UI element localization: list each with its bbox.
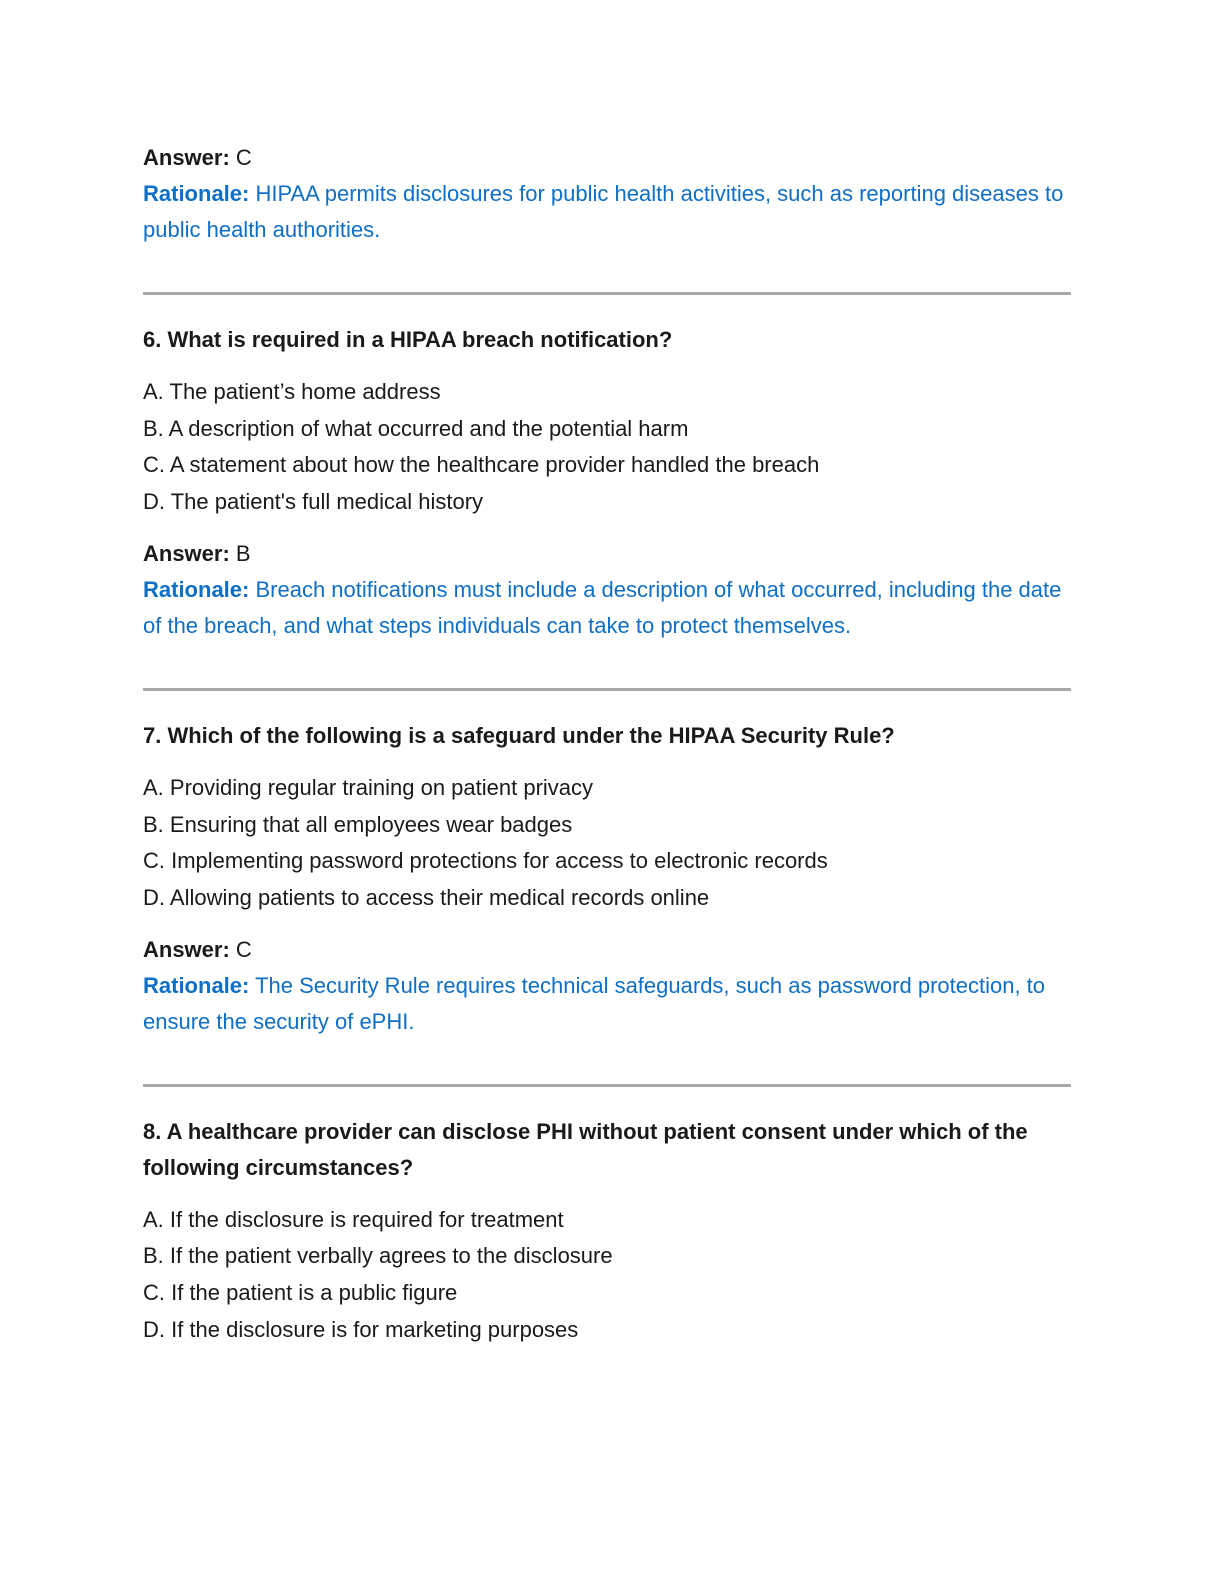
question-title: 7. Which of the following is a safeguard under the HIPAA Security Rule? xyxy=(143,722,895,748)
option-a: A. The patient’s home address xyxy=(143,379,441,404)
rationale-label: Rationale: xyxy=(143,181,250,206)
question-title: 8. A healthcare provider can disclose PHI without patient consent under which of the following circumstances? xyxy=(143,1118,1028,1180)
rationale-paragraph xyxy=(143,968,1073,1040)
answer-line xyxy=(143,140,1073,176)
question-title: 6. What is required in a HIPAA breach notification? xyxy=(143,327,673,352)
option-a: A. If the disclosure is required for treatment xyxy=(143,1206,564,1232)
rationale-paragraph xyxy=(143,176,1073,248)
option-d: D. The patient's full medical history xyxy=(143,489,484,515)
document-page xyxy=(143,140,1073,1348)
option-c: C. A statement about how the healthcare provider handled the breach xyxy=(143,452,820,478)
rationale-text: Breach notifications must include a description of what occurred, including the date of the breach, and what steps individuals can take to protect themselves. xyxy=(143,576,1062,638)
option-b: B. A description of what occurred and the potential harm xyxy=(143,415,689,441)
options-list xyxy=(143,770,1073,917)
options-list xyxy=(143,1202,1073,1349)
answer-value: C xyxy=(229,936,252,962)
option-b: B. Ensuring that all employees wear badges xyxy=(143,811,573,837)
answer-value: C xyxy=(229,145,252,170)
option-d: D. If the disclosure is for marketing purposes xyxy=(143,1316,579,1342)
answer-label: Answer: xyxy=(143,145,230,170)
rationale-label: Rationale: xyxy=(143,576,250,602)
answer-line xyxy=(143,536,1073,572)
rationale-label: Rationale: xyxy=(143,972,250,998)
answer-value: B xyxy=(229,540,251,566)
option-c: C. If the patient is a public figure xyxy=(143,1280,458,1306)
option-b: B. If the patient verbally agrees to the disclosure xyxy=(143,1243,613,1269)
rationale-paragraph xyxy=(143,572,1073,644)
answer-line xyxy=(143,932,1073,968)
option-c: C. Implementing password protections for access to electronic records xyxy=(143,848,828,874)
rationale-text: The Security Rule requires technical safeguards, such as password protection, to ensure the security of ePHI. xyxy=(143,972,1046,1034)
rationale-text: HIPAA permits disclosures for public health activities, such as reporting diseases to public health authorities. xyxy=(143,181,1064,242)
options-list xyxy=(143,374,1073,521)
answer-label: Answer: xyxy=(143,936,230,962)
option-d: D. Allowing patients to access their medical records online xyxy=(143,884,710,910)
option-a: A. Providing regular training on patient privacy xyxy=(143,774,594,800)
answer-label: Answer: xyxy=(143,540,230,566)
